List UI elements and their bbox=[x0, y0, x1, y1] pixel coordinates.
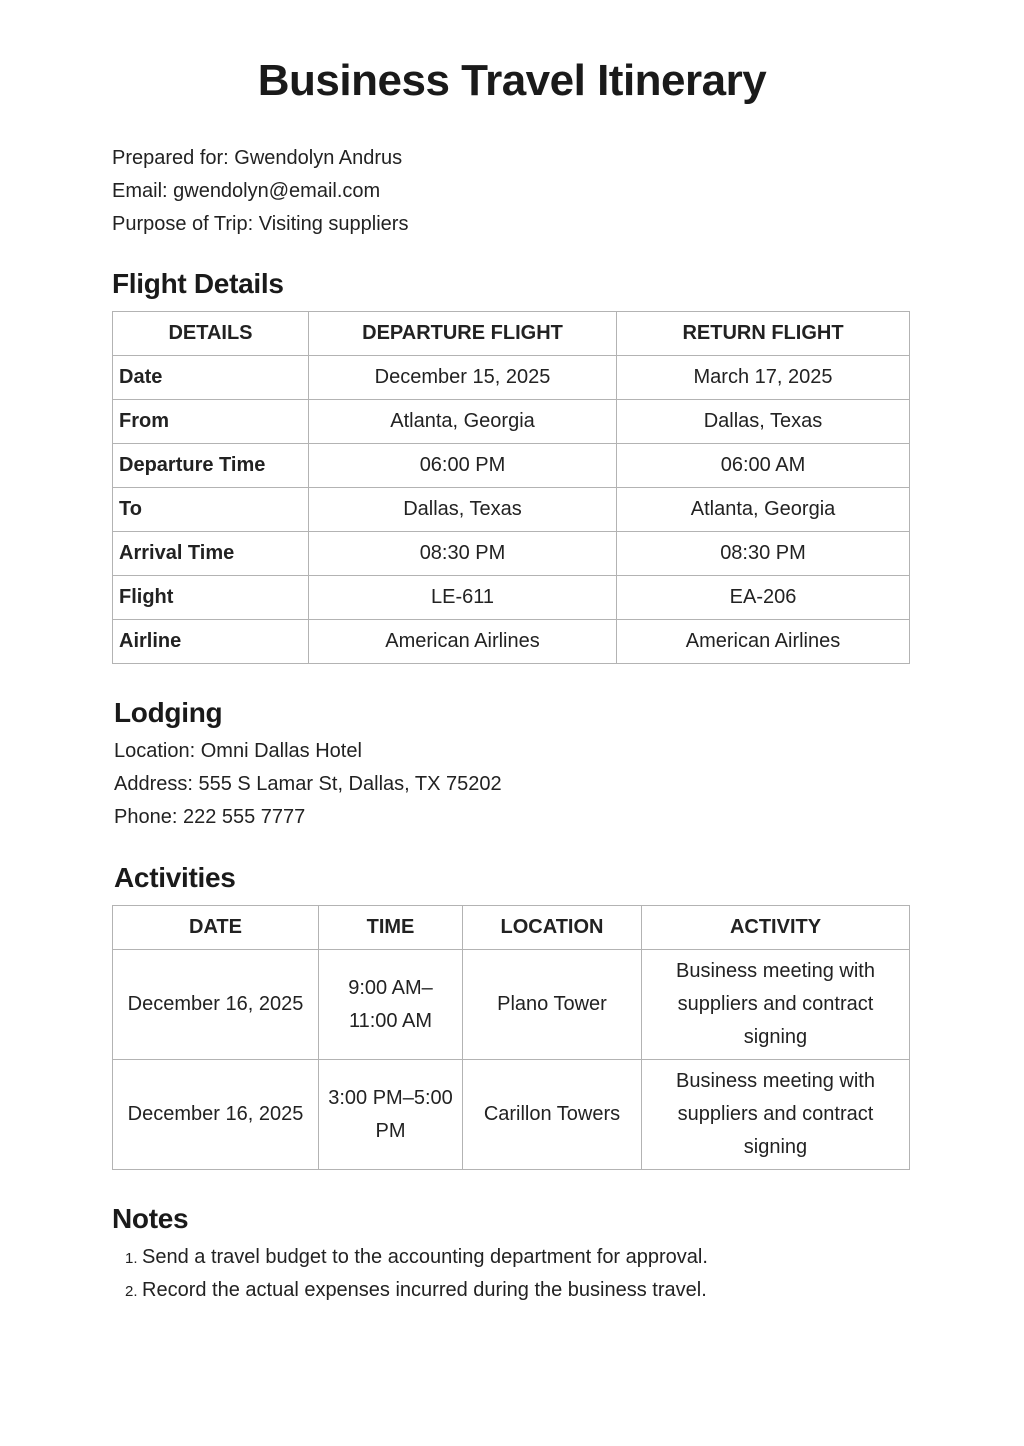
table-row bbox=[113, 356, 910, 400]
return-value: 06:00 AM bbox=[617, 444, 910, 488]
column-header: DATE bbox=[113, 906, 319, 950]
return-value: Atlanta, Georgia bbox=[617, 488, 910, 532]
return-value: March 17, 2025 bbox=[617, 356, 910, 400]
column-header: TIME bbox=[319, 906, 463, 950]
lodging-phone: Phone: 222 555 7777 bbox=[114, 806, 306, 828]
activity-description: Business meeting with suppliers and contract signing bbox=[642, 950, 910, 1060]
return-value: 08:30 PM bbox=[617, 532, 910, 576]
notes-list bbox=[112, 1241, 708, 1307]
lodging-location: Location: Omni Dallas Hotel bbox=[114, 740, 362, 762]
trip-info bbox=[112, 142, 408, 241]
lodging-address: Address: 555 S Lamar St, Dallas, TX 75202 bbox=[114, 773, 502, 795]
activity-description: Business meeting with suppliers and contract signing bbox=[642, 1060, 910, 1170]
table-row bbox=[113, 620, 910, 664]
departure-value: 06:00 PM bbox=[309, 444, 617, 488]
list-item bbox=[112, 1274, 708, 1307]
activity-location: Plano Tower bbox=[463, 950, 642, 1060]
note-text: Send a travel budget to the accounting department for approval. bbox=[142, 1246, 708, 1268]
row-label: Flight bbox=[113, 576, 309, 620]
activity-date: December 16, 2025 bbox=[113, 950, 319, 1060]
departure-value: American Airlines bbox=[309, 620, 617, 664]
table-row bbox=[113, 444, 910, 488]
column-header: LOCATION bbox=[463, 906, 642, 950]
column-header: DETAILS bbox=[113, 312, 309, 356]
table-header-row bbox=[113, 906, 910, 950]
row-label: Departure Time bbox=[113, 444, 309, 488]
departure-value: Atlanta, Georgia bbox=[309, 400, 617, 444]
activity-location: Carillon Towers bbox=[463, 1060, 642, 1170]
table-row bbox=[113, 488, 910, 532]
departure-value: LE-611 bbox=[309, 576, 617, 620]
prepared-for: Prepared for: Gwendolyn Andrus bbox=[112, 147, 403, 169]
departure-value: December 15, 2025 bbox=[309, 356, 617, 400]
flight-details-table bbox=[112, 311, 910, 664]
note-text: Record the actual expenses incurred during the business travel. bbox=[142, 1279, 707, 1301]
row-label: To bbox=[113, 488, 309, 532]
list-number: 1. bbox=[125, 1250, 138, 1267]
table-row bbox=[113, 400, 910, 444]
email: Email: gwendolyn@email.com bbox=[112, 180, 381, 202]
list-number: 2. bbox=[125, 1283, 138, 1300]
list-item bbox=[112, 1241, 708, 1274]
lodging-heading: Lodging bbox=[114, 697, 223, 728]
trip-purpose: Purpose of Trip: Visiting suppliers bbox=[112, 213, 409, 235]
activities-heading: Activities bbox=[114, 862, 236, 893]
return-value: Dallas, Texas bbox=[617, 400, 910, 444]
table-row bbox=[113, 1060, 910, 1170]
activity-date: December 16, 2025 bbox=[113, 1060, 319, 1170]
row-label: Date bbox=[113, 356, 309, 400]
column-header: DEPARTURE FLIGHT bbox=[309, 312, 617, 356]
column-header: ACTIVITY bbox=[642, 906, 910, 950]
row-label: From bbox=[113, 400, 309, 444]
column-header: RETURN FLIGHT bbox=[617, 312, 910, 356]
table-row bbox=[113, 576, 910, 620]
departure-value: 08:30 PM bbox=[309, 532, 617, 576]
return-value: American Airlines bbox=[617, 620, 910, 664]
notes-heading: Notes bbox=[112, 1203, 189, 1234]
row-label: Arrival Time bbox=[113, 532, 309, 576]
table-row bbox=[113, 532, 910, 576]
document-title: Business Travel Itinerary bbox=[257, 56, 767, 105]
activity-time: 3:00 PM–5:00 PM bbox=[319, 1060, 463, 1170]
lodging-info bbox=[114, 735, 502, 834]
activity-time: 9:00 AM–11:00 AM bbox=[319, 950, 463, 1060]
activities-table bbox=[112, 905, 910, 1170]
table-row bbox=[113, 950, 910, 1060]
row-label: Airline bbox=[113, 620, 309, 664]
departure-value: Dallas, Texas bbox=[309, 488, 617, 532]
flight-details-heading: Flight Details bbox=[112, 268, 284, 299]
table-header-row bbox=[113, 312, 910, 356]
return-value: EA-206 bbox=[617, 576, 910, 620]
